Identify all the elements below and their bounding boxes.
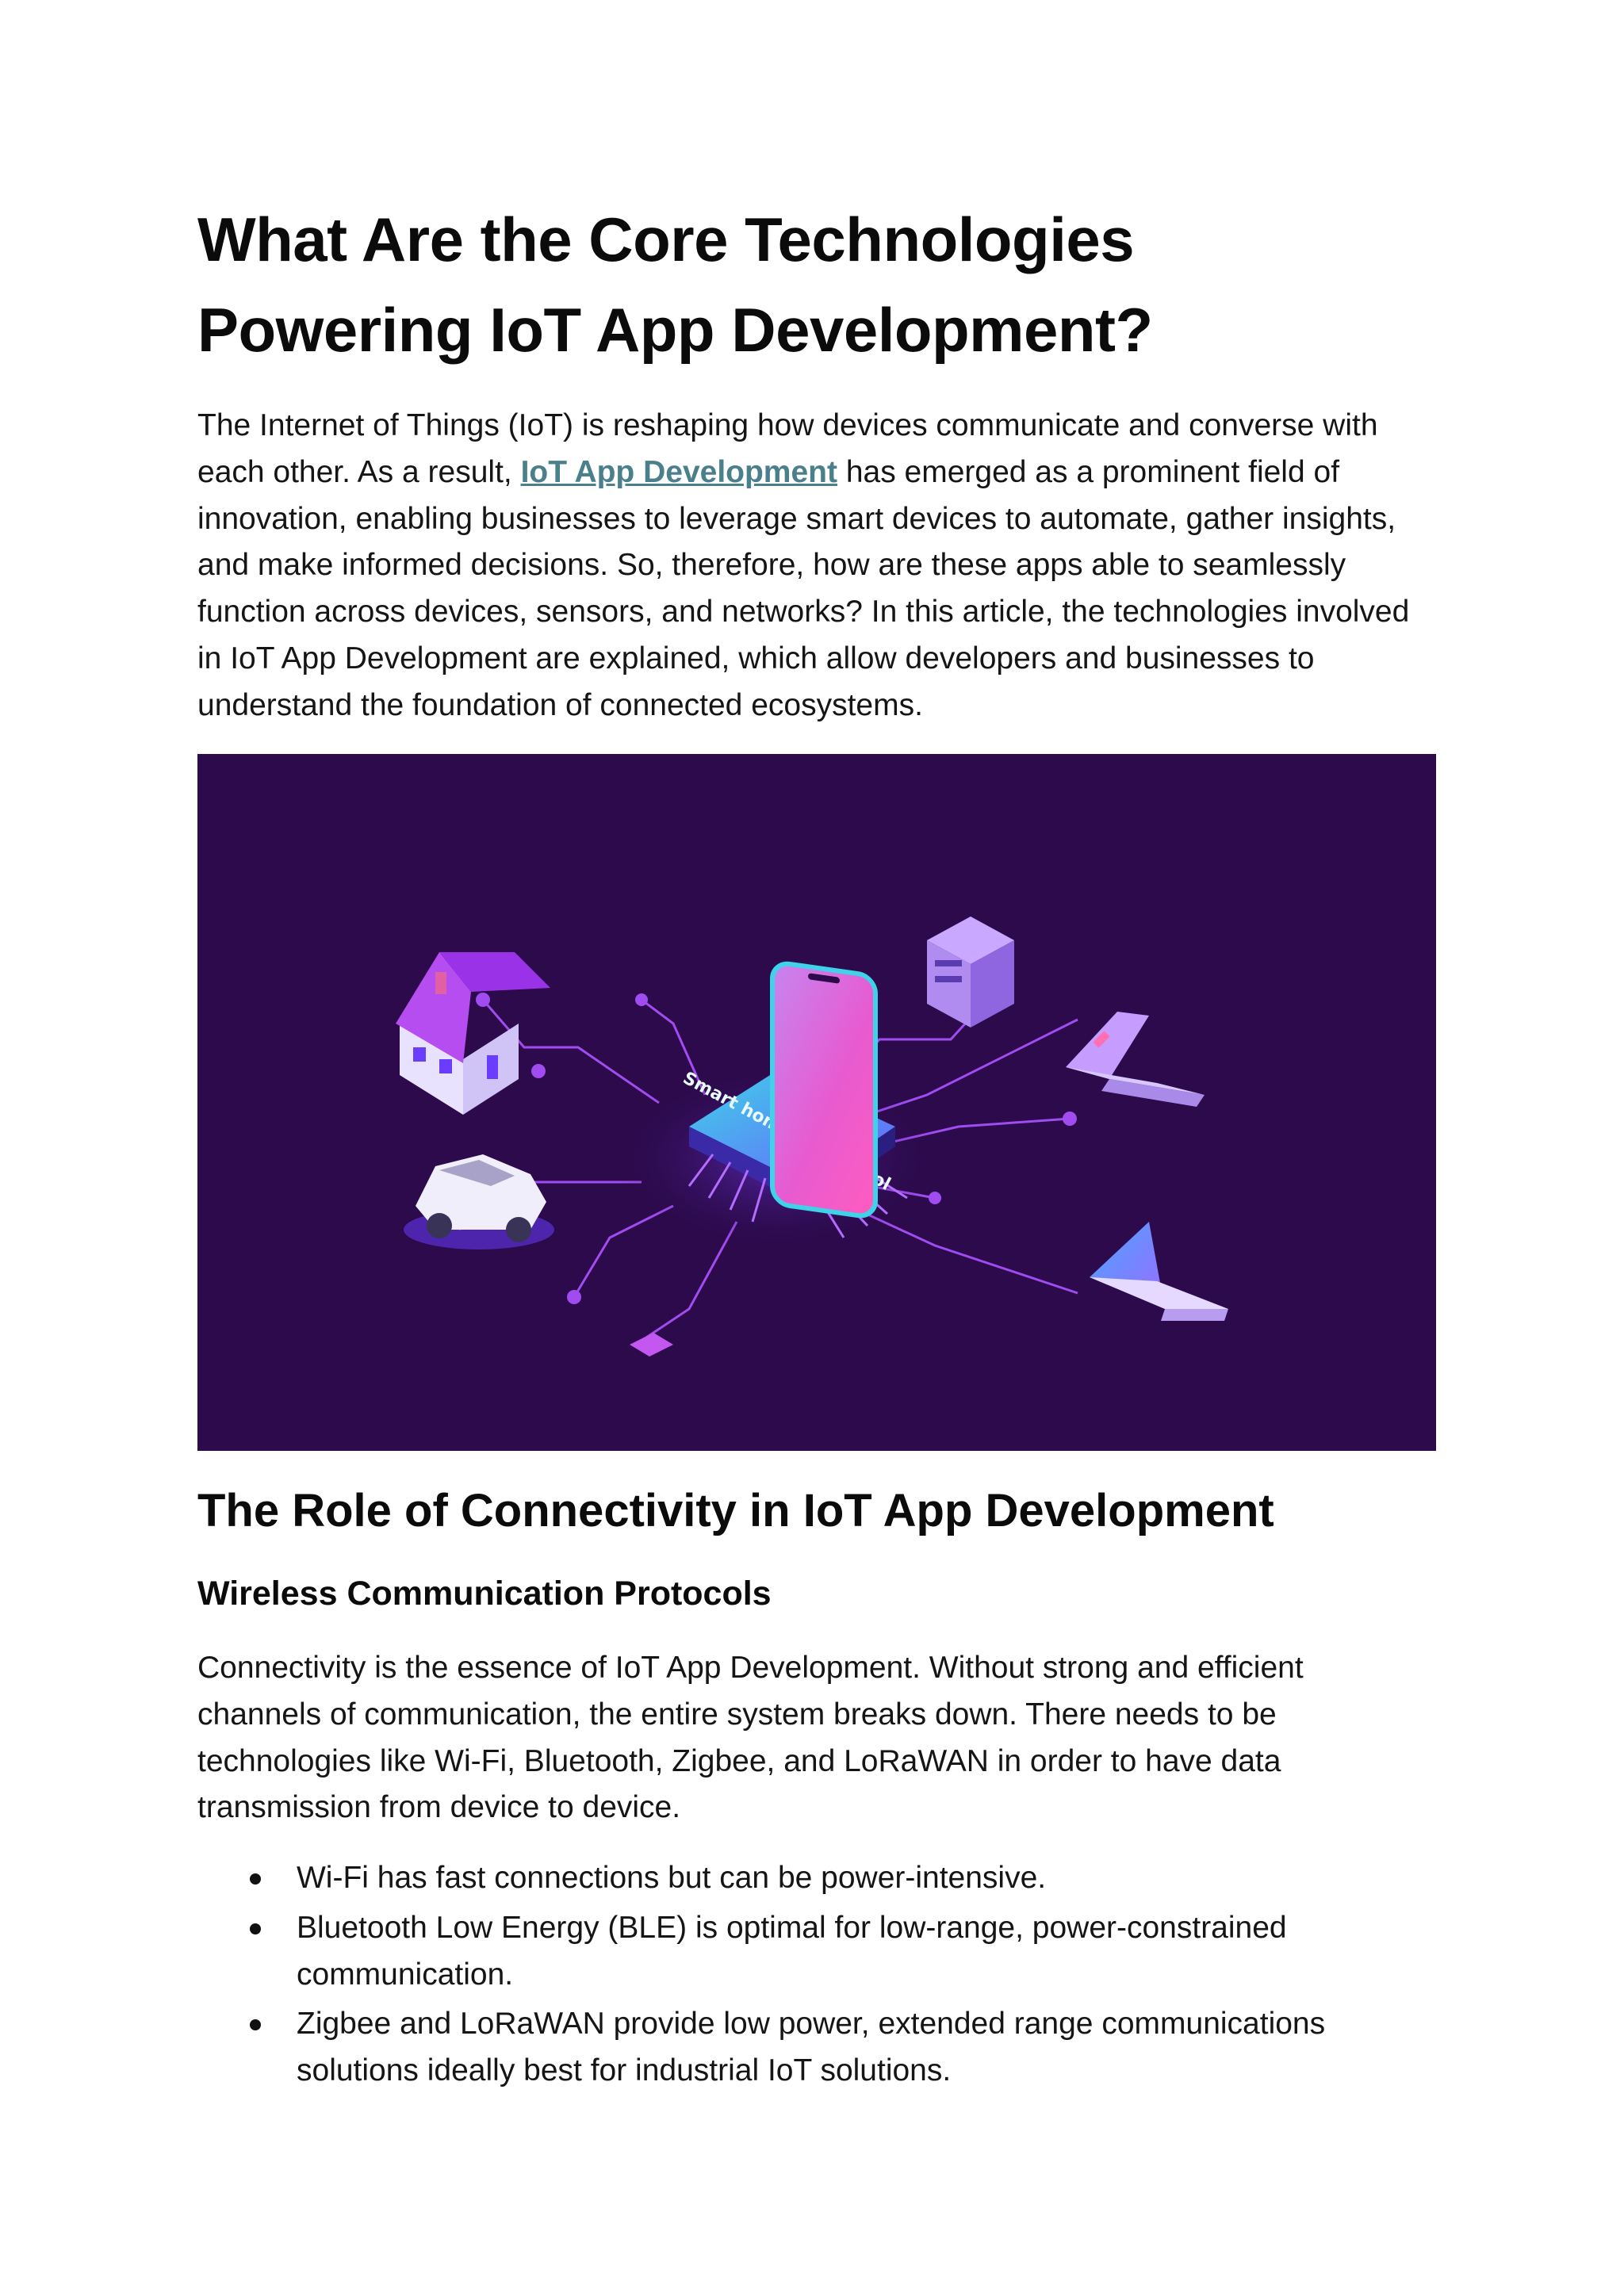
small-module-device [630,1333,673,1357]
list-item [197,1855,1436,1902]
section-heading: The Role of Connectivity in IoT App Development [197,1485,1274,1536]
chip-label: Smart home [679,1068,795,1142]
list-item-text: Zigbee and LoRaWAN provide low power, extended range communications solutions ideally best for industrial IoT solutions. [297,2007,1326,2088]
intro-text-after-link: has emerged as a prominent field of innovation, enabling businesses to leverage smart devices to automate, gather insights, and make informed decisions. So, therefore, how are these apps able to seamlessly function across devices, sensors, and networks? In this article, the technologies involved in IoT App Development are explained, which allow developers and businesses to understand the foundation of connected ecosystems. [197,454,1410,722]
iot-app-development-link[interactable]: IoT App Development [520,454,837,489]
bullet-icon [250,1873,261,1885]
list-item [197,2001,1436,2095]
laptop-device-top [1066,1012,1205,1107]
server-device [927,916,1014,1027]
bullet-icon [250,2019,261,2030]
house-device [396,952,550,1115]
bullet-icon [250,1923,261,1934]
subsection-heading: Wireless Communication Protocols [197,1575,772,1613]
page-title-line-1: What Are the Core Technologies [197,205,1135,274]
laptop-device-bottom [1090,1222,1228,1321]
iot-illustration [197,754,1436,1451]
list-item [197,1905,1436,1999]
connectivity-paragraph: Connectivity is the essence of IoT App Development. Without strong and efficient channels of communication, the entire system breaks down. There needs to be technologies like Wi-Fi, Bluetooth, Zigbee, and LoRaWAN in order to have data transmission from device to device. [197,1651,1304,1825]
list-item-text: Wi-Fi has fast connections but can be power-intensive. [297,1861,1047,1895]
page-title [197,194,1153,375]
page-title-line-2: Powering IoT App Development? [197,295,1153,365]
car-device [404,1154,554,1249]
intro-paragraph [197,403,1436,729]
intro-text-before-link: The Internet of Things (IoT) is reshaping how devices communicate and converse with each other. As a result, [197,408,1378,489]
smartphone [772,962,875,1218]
protocol-bullet-list [197,1855,1436,2098]
list-item-text: Bluetooth Low Energy (BLE) is optimal for low-range, power-constrained communication. [297,1910,1287,1992]
